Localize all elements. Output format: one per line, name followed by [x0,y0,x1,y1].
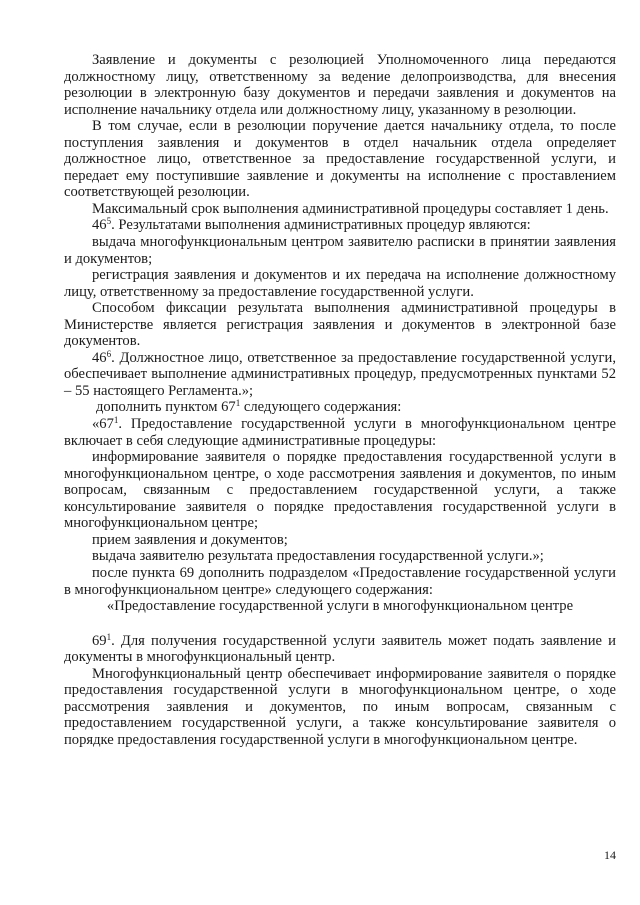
paragraph: В том случае, если в резолюции поручение дается начальнику отдела, то после поступления заявления и документов в отдел начальник отдела определяет должностное лицо, ответственное за предоставление государственной услуги, и передает ему поступившие заявление и документы на исполнение с проставлением соответствующей резолюции. [64,118,616,201]
paragraph: после пункта 69 дополнить подразделом «Предоставление государственной услуги в многофункциональном центре» следующего содержания: [64,564,616,598]
paragraph [64,416,616,449]
superscript: 1 [113,415,119,426]
paragraph-text: следующего содержания: [240,399,402,416]
paragraph-number: 46 [92,217,107,234]
paragraph-text: . Предоставление государственной услуги в многофункциональном центре включает в себя следующие административные процедуры: [64,416,616,449]
paragraph [64,633,616,666]
paragraph: Максимальный срок выполнения административной процедуры составляет 1 день. [92,200,609,217]
superscript: 6 [106,348,112,359]
paragraph: выдача многофункциональным центром заявителю расписки в принятии заявления и документов; [64,234,616,267]
section-heading: «Предоставление государственной услуги в многофункциональном центре [106,598,574,615]
paragraph: Многофункциональный центр обеспечивает информирование заявителя о порядке предоставления государственной услуги в многофункциональном центре, о ходе рассмотрения заявления и документов, по иным вопросам, связанным с предоставлением государственной услуги, а также консультирование заявителя о порядке предоставления государственной услуги в многофункциональном центре. [64,665,616,748]
paragraph: регистрация заявления и документов и их передача на исполнение должностному лицу, ответственному за предоставление государственной услуги. [64,267,616,300]
paragraph-text: . Для получения государственной услуги заявитель может подать заявление и документы в многофункциональный центр. [64,632,616,666]
paragraph: информирование заявителя о порядке предоставления государственной услуги в многофункциональном центре, о ходе рассмотрения заявления и документов, по иным вопросам, связанным с предоставлением государственной услуги, а также консультирование заявителя о порядке предоставления государственной услуги в многофункциональном центре; [64,449,616,532]
document-body [64,52,616,748]
paragraph-number: «67 [92,416,114,433]
paragraph-number: 46 [92,349,107,366]
paragraph: Заявление и документы с резолюцией Уполномоченного лица передаются должностному лицу, ответственному за ведение делопроизводства, для внесения резолюции в электронную базу документов и передачи заявления и документов на исполнение начальнику отдела или должностному лицу, указанному в резолюции. [64,52,616,118]
paragraph: выдача заявителю результата предоставления государственной услуги.»; [92,548,544,565]
superscript: 1 [235,398,241,409]
superscript: 5 [106,216,112,227]
paragraph [64,350,616,400]
paragraph-number: 69 [92,632,107,649]
page-number: 14 [604,848,616,862]
paragraph-text: . Результатами выполнения административных процедур являются: [111,217,531,234]
paragraph-text: . Должностное лицо, ответственное за предоставление государственной услуги, обеспечивает выполнение административных процедур, предусмотренных пунктами 52 – 55 настоящего Регламента.»; [64,349,616,399]
paragraph-text: дополнить пунктом 67 [96,399,236,416]
paragraph [64,217,616,234]
superscript: 1 [106,631,112,642]
paragraph [64,399,616,416]
paragraph: Способом фиксации результата выполнения административной процедуры в Министерстве является регистрация заявления и документов в электронной базе документов. [64,300,616,350]
paragraph: прием заявления и документов; [92,531,288,548]
